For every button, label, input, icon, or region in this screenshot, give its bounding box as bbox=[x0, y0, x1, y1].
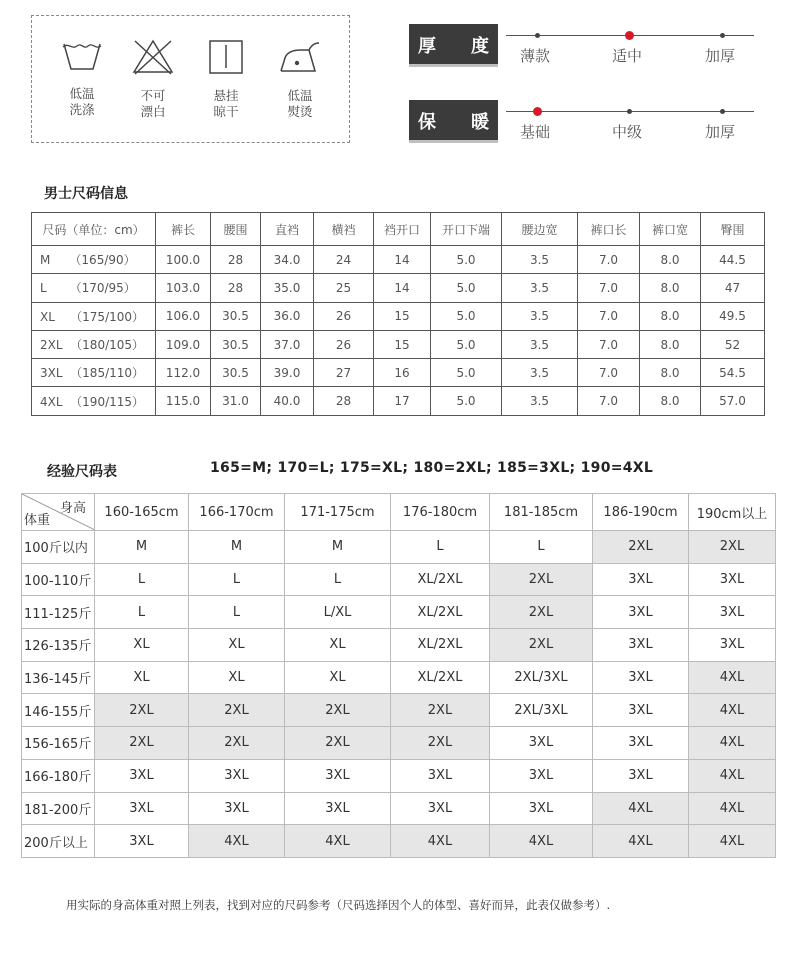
size-recommendation-cell: 2XL bbox=[285, 727, 391, 760]
size-value-cell: 44.5 bbox=[701, 246, 765, 274]
care-dry-line1: 悬挂 bbox=[213, 88, 239, 103]
size-value-cell: 103.0 bbox=[156, 274, 211, 302]
size-recommendation-cell: M bbox=[285, 531, 391, 564]
corner-height-label: 身高 bbox=[59, 501, 86, 516]
size-value-cell: 28 bbox=[211, 246, 261, 274]
size-value-cell: 109.0 bbox=[156, 330, 211, 358]
warmth-option-0: 基础 bbox=[520, 123, 551, 141]
size-header-5: 裆开口 bbox=[374, 213, 431, 246]
size-recommendation-cell: 3XL bbox=[189, 759, 285, 792]
thickness-option-2: 加厚 bbox=[705, 47, 736, 65]
size-recommendation-cell: 2XL bbox=[391, 727, 490, 760]
size-recommendation-cell: 4XL bbox=[593, 825, 689, 858]
size-value-cell: 100.0 bbox=[156, 246, 211, 274]
size-recommendation-cell: 3XL bbox=[593, 694, 689, 727]
size-recommendation-cell: 3XL bbox=[490, 727, 593, 760]
size-header-9: 裤口宽 bbox=[640, 213, 701, 246]
size-recommendation-cell: 4XL bbox=[689, 661, 776, 694]
size-value-cell: 115.0 bbox=[156, 387, 211, 415]
size-recommendation-cell: 3XL bbox=[490, 792, 593, 825]
warmth-dot-1 bbox=[627, 109, 632, 114]
footnote: 用实际的身高体重对照上列表，找到对应的尺码参考（尺码选择因个人的体型、喜好而异，此表仅做参考）. bbox=[66, 898, 611, 912]
table-row bbox=[22, 531, 776, 564]
size-recommendation-cell: 3XL bbox=[689, 563, 776, 596]
size-recommendation-cell: 3XL bbox=[689, 596, 776, 629]
weight-cell: 200斤以上 bbox=[22, 825, 95, 858]
warmth-scale bbox=[409, 100, 754, 140]
size-value-cell: 7.0 bbox=[578, 359, 640, 387]
height-header-4: 181-185cm bbox=[490, 494, 593, 531]
table-row bbox=[22, 727, 776, 760]
hang-dry-icon bbox=[204, 38, 248, 76]
size-value-cell: 26 bbox=[314, 302, 374, 330]
size-recommendation-cell: 3XL bbox=[593, 596, 689, 629]
size-value-cell: 8.0 bbox=[640, 387, 701, 415]
size-recommendation-cell: XL bbox=[95, 661, 189, 694]
size-recommendation-cell: 2XL bbox=[95, 694, 189, 727]
size-value-cell: 7.0 bbox=[578, 330, 640, 358]
size-recommendation-cell: 2XL bbox=[189, 694, 285, 727]
size-value-cell: 3.5 bbox=[502, 359, 578, 387]
thickness-option-1: 适中 bbox=[612, 47, 643, 65]
size-value-cell: 7.0 bbox=[578, 274, 640, 302]
size-recommendation-cell: 2XL bbox=[593, 531, 689, 564]
size-recommendation-cell: 3XL bbox=[593, 759, 689, 792]
size-value-cell: 5.0 bbox=[431, 387, 502, 415]
care-wash-line1: 低温 bbox=[69, 86, 95, 101]
size-value-cell: 7.0 bbox=[578, 387, 640, 415]
size-recommendation-cell: 3XL bbox=[391, 759, 490, 792]
care-wash-line2: 洗涤 bbox=[69, 102, 95, 117]
size-name-cell: 2XL （180/105） bbox=[32, 330, 156, 358]
weight-cell: 100-110斤 bbox=[22, 563, 95, 596]
table-row bbox=[22, 694, 776, 727]
size-recommendation-cell: M bbox=[189, 531, 285, 564]
size-recommendation-cell: L bbox=[490, 531, 593, 564]
thickness-option-0: 薄款 bbox=[520, 47, 551, 65]
table-row bbox=[32, 274, 765, 302]
size-value-cell: 15 bbox=[374, 302, 431, 330]
size-info-table bbox=[31, 212, 765, 416]
size-recommendation-cell: L/XL bbox=[285, 596, 391, 629]
size-value-cell: 3.5 bbox=[502, 330, 578, 358]
size-value-cell: 25 bbox=[314, 274, 374, 302]
size-value-cell: 35.0 bbox=[261, 274, 314, 302]
size-recommendation-cell: L bbox=[189, 596, 285, 629]
size-recommendation-cell: L bbox=[391, 531, 490, 564]
warmth-dot-2 bbox=[720, 109, 725, 114]
size-recommendation-cell: 2XL bbox=[391, 694, 490, 727]
height-header-6: 190cm以上 bbox=[689, 494, 776, 531]
size-header-2: 腰围 bbox=[211, 213, 261, 246]
size-recommendation-cell: M bbox=[95, 531, 189, 564]
size-name-cell: 3XL （185/110） bbox=[32, 359, 156, 387]
size-recommendation-cell: 2XL bbox=[189, 727, 285, 760]
care-bleach bbox=[125, 38, 181, 120]
iron-icon bbox=[277, 38, 323, 76]
size-value-cell: 36.0 bbox=[261, 302, 314, 330]
weight-cell: 136-145斤 bbox=[22, 661, 95, 694]
size-recommendation-cell: XL/2XL bbox=[391, 563, 490, 596]
size-recommendation-cell: 4XL bbox=[689, 792, 776, 825]
no-bleach-icon bbox=[131, 38, 175, 76]
size-header-4: 横裆 bbox=[314, 213, 374, 246]
size-recommendation-cell: 2XL bbox=[285, 694, 391, 727]
size-value-cell: 37.0 bbox=[261, 330, 314, 358]
thickness-dot-2 bbox=[720, 33, 725, 38]
size-header-1: 裤长 bbox=[156, 213, 211, 246]
height-header-5: 186-190cm bbox=[593, 494, 689, 531]
size-value-cell: 30.5 bbox=[211, 359, 261, 387]
table-row bbox=[32, 246, 765, 274]
table-corner-header bbox=[22, 494, 95, 531]
thickness-dot-1 bbox=[625, 31, 634, 40]
size-info-title: 男士尺码信息 bbox=[44, 186, 128, 202]
size-recommendation-cell: 4XL bbox=[490, 825, 593, 858]
weight-cell: 156-165斤 bbox=[22, 727, 95, 760]
size-recommendation-cell: 4XL bbox=[689, 825, 776, 858]
table-row bbox=[32, 302, 765, 330]
size-header-7: 腰边宽 bbox=[502, 213, 578, 246]
size-recommendation-cell: XL bbox=[285, 661, 391, 694]
table-row bbox=[32, 387, 765, 415]
care-dry-line2: 晾干 bbox=[213, 104, 239, 119]
size-recommendation-cell: L bbox=[95, 563, 189, 596]
size-header-10: 臀围 bbox=[701, 213, 765, 246]
size-value-cell: 7.0 bbox=[578, 302, 640, 330]
size-recommendation-cell: 3XL bbox=[593, 727, 689, 760]
size-recommendation-cell: 3XL bbox=[95, 792, 189, 825]
size-recommendation-cell: 4XL bbox=[189, 825, 285, 858]
size-recommendation-cell: 3XL bbox=[391, 792, 490, 825]
size-header-6: 开口下端 bbox=[431, 213, 502, 246]
size-value-cell: 3.5 bbox=[502, 387, 578, 415]
size-value-cell: 3.5 bbox=[502, 246, 578, 274]
size-name-cell: L （170/95） bbox=[32, 274, 156, 302]
size-recommendation-cell: 2XL/3XL bbox=[490, 694, 593, 727]
care-dry bbox=[198, 38, 254, 120]
size-recommendation-cell: 3XL bbox=[285, 792, 391, 825]
size-value-cell: 3.5 bbox=[502, 274, 578, 302]
thickness-scale bbox=[409, 24, 754, 64]
table-row bbox=[22, 825, 776, 858]
size-recommendation-cell: L bbox=[285, 563, 391, 596]
size-value-cell: 15 bbox=[374, 330, 431, 358]
table-row bbox=[22, 596, 776, 629]
care-iron bbox=[272, 38, 328, 120]
size-recommendation-cell: 3XL bbox=[95, 825, 189, 858]
size-recommendation-cell: L bbox=[95, 596, 189, 629]
size-value-cell: 17 bbox=[374, 387, 431, 415]
size-value-cell: 52 bbox=[701, 330, 765, 358]
table-row bbox=[22, 563, 776, 596]
weight-cell: 181-200斤 bbox=[22, 792, 95, 825]
size-recommendation-cell: 3XL bbox=[593, 661, 689, 694]
weight-cell: 111-125斤 bbox=[22, 596, 95, 629]
height-header-0: 160-165cm bbox=[95, 494, 189, 531]
size-value-cell: 14 bbox=[374, 246, 431, 274]
size-recommendation-cell: 3XL bbox=[490, 759, 593, 792]
size-recommendation-cell: XL/2XL bbox=[391, 629, 490, 662]
size-recommendation-cell: XL/2XL bbox=[391, 596, 490, 629]
size-value-cell: 28 bbox=[314, 387, 374, 415]
size-recommendation-cell: XL bbox=[95, 629, 189, 662]
size-value-cell: 49.5 bbox=[701, 302, 765, 330]
size-recommendation-cell: 4XL bbox=[593, 792, 689, 825]
size-value-cell: 39.0 bbox=[261, 359, 314, 387]
size-recommendation-cell: 2XL bbox=[490, 629, 593, 662]
size-recommendation-cell: 3XL bbox=[593, 563, 689, 596]
size-recommendation-cell: 3XL bbox=[689, 629, 776, 662]
size-header-3: 直裆 bbox=[261, 213, 314, 246]
size-value-cell: 5.0 bbox=[431, 246, 502, 274]
height-header-3: 176-180cm bbox=[391, 494, 490, 531]
size-value-cell: 24 bbox=[314, 246, 374, 274]
size-value-cell: 8.0 bbox=[640, 246, 701, 274]
weight-cell: 100斤以内 bbox=[22, 531, 95, 564]
size-name-cell: XL （175/100） bbox=[32, 302, 156, 330]
size-value-cell: 5.0 bbox=[431, 302, 502, 330]
corner-weight-label: 体重 bbox=[24, 513, 51, 528]
size-recommendation-cell: 4XL bbox=[689, 759, 776, 792]
size-value-cell: 31.0 bbox=[211, 387, 261, 415]
table-row bbox=[32, 330, 765, 358]
size-recommendation-cell: 2XL bbox=[95, 727, 189, 760]
size-recommendation-cell: XL bbox=[285, 629, 391, 662]
warmth-label bbox=[409, 100, 498, 140]
size-value-cell: 28 bbox=[211, 274, 261, 302]
size-value-cell: 57.0 bbox=[701, 387, 765, 415]
size-value-cell: 8.0 bbox=[640, 330, 701, 358]
size-value-cell: 47 bbox=[701, 274, 765, 302]
size-value-cell: 5.0 bbox=[431, 274, 502, 302]
size-value-cell: 7.0 bbox=[578, 246, 640, 274]
thickness-label-char-1: 厚 bbox=[418, 36, 436, 57]
size-value-cell: 3.5 bbox=[502, 302, 578, 330]
size-value-cell: 54.5 bbox=[701, 359, 765, 387]
size-recommendation-cell: 3XL bbox=[285, 759, 391, 792]
size-value-cell: 27 bbox=[314, 359, 374, 387]
size-recommendation-cell: XL/2XL bbox=[391, 661, 490, 694]
care-bleach-line2: 漂白 bbox=[140, 104, 166, 119]
size-recommendation-cell: 2XL bbox=[490, 563, 593, 596]
size-value-cell: 5.0 bbox=[431, 359, 502, 387]
size-value-cell: 26 bbox=[314, 330, 374, 358]
thickness-label bbox=[409, 24, 498, 64]
size-value-cell: 40.0 bbox=[261, 387, 314, 415]
size-name-cell: 4XL （190/115） bbox=[32, 387, 156, 415]
table-row bbox=[22, 629, 776, 662]
size-value-cell: 5.0 bbox=[431, 330, 502, 358]
size-recommendation-cell: 2XL bbox=[490, 596, 593, 629]
table-row bbox=[22, 661, 776, 694]
size-recommendation-cell: 3XL bbox=[189, 792, 285, 825]
size-value-cell: 112.0 bbox=[156, 359, 211, 387]
weight-cell: 166-180斤 bbox=[22, 759, 95, 792]
size-recommendation-cell: L bbox=[189, 563, 285, 596]
warmth-option-1: 中级 bbox=[612, 123, 643, 141]
size-header-0: 尺码（单位：cm） bbox=[32, 213, 156, 246]
size-name-cell: M （165/90） bbox=[32, 246, 156, 274]
size-value-cell: 8.0 bbox=[640, 302, 701, 330]
care-iron-line2: 熨烫 bbox=[287, 104, 313, 119]
size-value-cell: 106.0 bbox=[156, 302, 211, 330]
size-recommendation-cell: 4XL bbox=[689, 694, 776, 727]
size-recommendation-cell: 4XL bbox=[285, 825, 391, 858]
size-recommendation-cell: XL bbox=[189, 629, 285, 662]
height-header-1: 166-170cm bbox=[189, 494, 285, 531]
thickness-label-char-2: 度 bbox=[471, 36, 489, 57]
care-bleach-line1: 不可 bbox=[140, 88, 166, 103]
care-instructions bbox=[31, 15, 350, 143]
size-value-cell: 14 bbox=[374, 274, 431, 302]
experience-title: 经验尺码表 bbox=[47, 464, 117, 480]
experience-size-table bbox=[21, 493, 776, 858]
wash-icon bbox=[60, 38, 104, 74]
size-recommendation-cell: 2XL bbox=[689, 531, 776, 564]
size-value-cell: 8.0 bbox=[640, 274, 701, 302]
weight-cell: 126-135斤 bbox=[22, 629, 95, 662]
warmth-option-2: 加厚 bbox=[705, 123, 736, 141]
care-iron-line1: 低温 bbox=[287, 88, 313, 103]
size-value-cell: 30.5 bbox=[211, 330, 261, 358]
size-recommendation-cell: 3XL bbox=[95, 759, 189, 792]
warmth-dot-0 bbox=[533, 107, 542, 116]
table-row bbox=[32, 359, 765, 387]
size-recommendation-cell: 3XL bbox=[593, 629, 689, 662]
thickness-dot-0 bbox=[535, 33, 540, 38]
table-row bbox=[22, 792, 776, 825]
size-recommendation-cell: XL bbox=[189, 661, 285, 694]
weight-cell: 146-155斤 bbox=[22, 694, 95, 727]
care-wash bbox=[54, 38, 110, 118]
size-formula: 165=M; 170=L; 175=XL; 180=2XL; 185=3XL; 190=4XL bbox=[210, 460, 654, 476]
size-recommendation-cell: 2XL/3XL bbox=[490, 661, 593, 694]
warmth-label-char-2: 暖 bbox=[471, 112, 489, 133]
table-row bbox=[22, 759, 776, 792]
size-value-cell: 30.5 bbox=[211, 302, 261, 330]
height-header-2: 171-175cm bbox=[285, 494, 391, 531]
size-value-cell: 34.0 bbox=[261, 246, 314, 274]
warmth-label-char-1: 保 bbox=[418, 112, 436, 133]
size-value-cell: 16 bbox=[374, 359, 431, 387]
size-recommendation-cell: 4XL bbox=[391, 825, 490, 858]
size-recommendation-cell: 4XL bbox=[689, 727, 776, 760]
size-header-8: 裤口长 bbox=[578, 213, 640, 246]
size-value-cell: 8.0 bbox=[640, 359, 701, 387]
